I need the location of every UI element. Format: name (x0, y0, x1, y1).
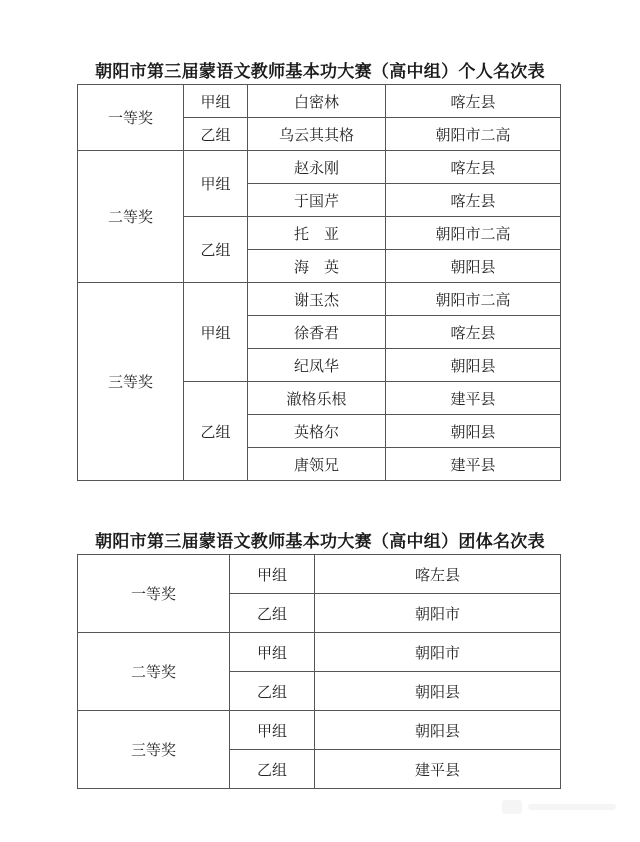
name-cell: 纪凤华 (248, 349, 386, 382)
unit-cell: 喀左县 (386, 151, 561, 184)
group-cell: 乙组 (184, 217, 248, 283)
unit-cell: 朝阳市二高 (386, 283, 561, 316)
unit-cell: 朝阳县 (315, 672, 561, 711)
team-ranking-title: 朝阳市第三届蒙语文教师基本功大赛（高中组）团体名次表 (95, 532, 545, 552)
group-cell: 乙组 (184, 382, 248, 481)
table-row (78, 555, 561, 594)
unit-cell: 朝阳市二高 (386, 217, 561, 250)
group-cell: 乙组 (230, 672, 315, 711)
table-row (78, 711, 561, 750)
group-cell: 乙组 (184, 118, 248, 151)
name-cell: 白密林 (248, 85, 386, 118)
name-cell: 徐香君 (248, 316, 386, 349)
group-cell: 甲组 (184, 85, 248, 118)
name-cell: 澈格乐根 (248, 382, 386, 415)
unit-cell: 喀左县 (386, 85, 561, 118)
name-cell: 海 英 (248, 250, 386, 283)
unit-cell: 朝阳县 (386, 415, 561, 448)
watermark-graphic (500, 792, 620, 822)
name-cell: 英格尔 (248, 415, 386, 448)
name-cell: 谢玉杰 (248, 283, 386, 316)
table-row (78, 283, 561, 316)
prize-level-cell: 二等奖 (78, 151, 184, 283)
prize-level-cell: 一等奖 (78, 85, 184, 151)
prize-level-cell: 一等奖 (78, 555, 230, 633)
name-cell: 托 亚 (248, 217, 386, 250)
group-cell: 甲组 (184, 283, 248, 382)
table-row (78, 151, 561, 184)
name-cell: 赵永刚 (248, 151, 386, 184)
prize-level-cell: 三等奖 (78, 283, 184, 481)
unit-cell: 朝阳县 (386, 349, 561, 382)
unit-cell: 建平县 (386, 382, 561, 415)
group-cell: 甲组 (184, 151, 248, 217)
unit-cell: 喀左县 (315, 555, 561, 594)
group-cell: 乙组 (230, 594, 315, 633)
table-row (78, 633, 561, 672)
group-cell: 甲组 (230, 711, 315, 750)
unit-cell: 喀左县 (386, 316, 561, 349)
name-cell: 乌云其其格 (248, 118, 386, 151)
individual-ranking-title: 朝阳市第三届蒙语文教师基本功大赛（高中组）个人名次表 (95, 62, 545, 82)
unit-cell: 朝阳县 (386, 250, 561, 283)
unit-cell: 朝阳县 (315, 711, 561, 750)
unit-cell: 朝阳市 (315, 633, 561, 672)
unit-cell: 建平县 (315, 750, 561, 789)
prize-level-cell: 二等奖 (78, 633, 230, 711)
group-cell: 甲组 (230, 555, 315, 594)
prize-level-cell: 三等奖 (78, 711, 230, 789)
table-row (78, 85, 561, 118)
name-cell: 于国芹 (248, 184, 386, 217)
unit-cell: 朝阳市二高 (386, 118, 561, 151)
group-cell: 甲组 (230, 633, 315, 672)
unit-cell: 建平县 (386, 448, 561, 481)
unit-cell: 朝阳市 (315, 594, 561, 633)
name-cell: 唐领兄 (248, 448, 386, 481)
individual-ranking-table (77, 84, 561, 481)
team-ranking-table (77, 554, 561, 789)
unit-cell: 喀左县 (386, 184, 561, 217)
group-cell: 乙组 (230, 750, 315, 789)
